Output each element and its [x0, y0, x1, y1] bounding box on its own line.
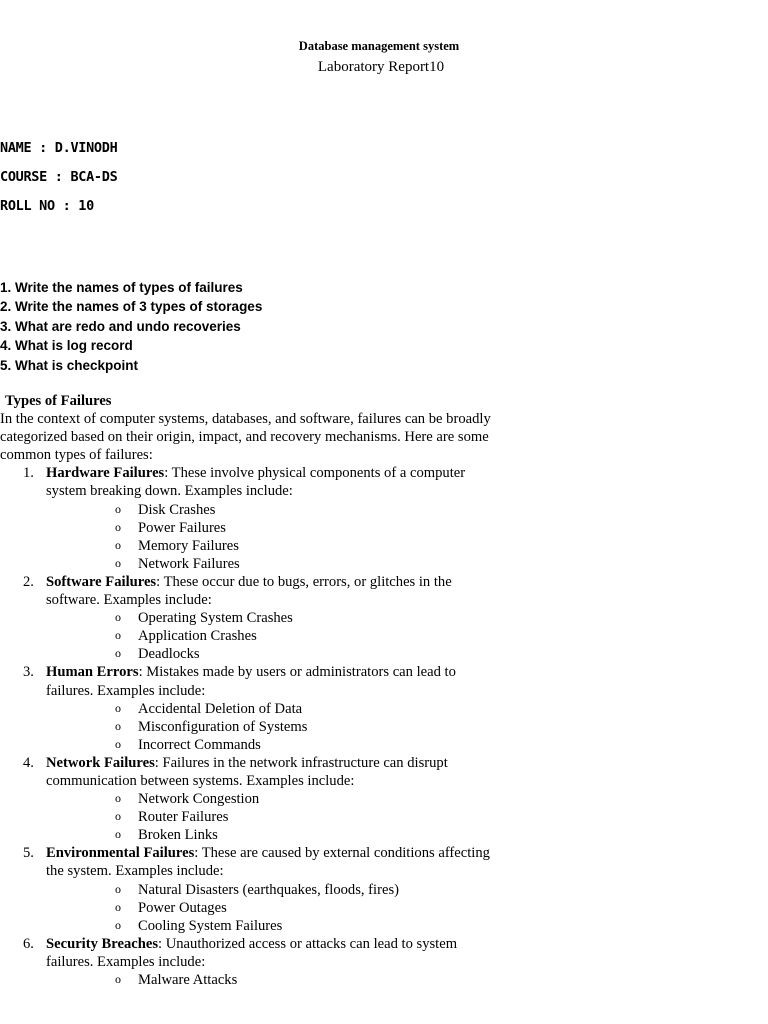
list-number: 1.	[23, 465, 34, 482]
failure-item-hardware	[0, 464, 500, 573]
question-item: 1. Write the names of types of failures	[0, 280, 243, 295]
question-item: 4. What is log record	[0, 338, 133, 354]
list-number: 4.	[23, 754, 34, 771]
failure-list	[0, 464, 500, 989]
student-name: NAME : D.VINODH	[0, 140, 118, 156]
example-item: o Natural Disasters (earthquakes, floods, fires)	[46, 881, 500, 899]
failure-description: : These occur due to bugs, errors, or glitches in the software. Examples include:	[46, 573, 452, 609]
example-list	[46, 881, 500, 935]
example-item: o Deadlocks	[46, 645, 500, 663]
question-item: 2. Write the names of 3 types of storages	[0, 299, 263, 315]
document-title: Laboratory Report10	[317, 59, 445, 75]
failure-name: Hardware Failures	[46, 465, 165, 482]
failure-item-security	[0, 935, 500, 989]
example-item: o Accidental Deletion of Data	[46, 700, 500, 718]
question-list	[0, 278, 262, 375]
failure-description: : These are caused by external conditions affecting the system. Examples include:	[46, 845, 490, 880]
failure-name: Security Breaches	[46, 935, 158, 952]
failure-item-environmental	[0, 844, 500, 934]
student-course: COURSE : BCA-DS	[0, 169, 118, 185]
example-list	[46, 501, 500, 573]
student-roll: ROLL NO : 10	[0, 198, 94, 214]
list-number: 6.	[23, 935, 34, 952]
document-subject: Database management system	[298, 39, 460, 53]
example-item: o Misconfiguration of Systems	[46, 718, 500, 736]
failure-name: Human Errors	[46, 664, 139, 681]
example-item: o Network Congestion	[46, 790, 500, 808]
example-item: o Broken Links	[46, 826, 500, 844]
failure-item-human	[0, 663, 500, 753]
failure-item-network	[0, 754, 500, 844]
section-heading: Types of Failures	[5, 393, 112, 409]
failure-item-software	[0, 573, 500, 663]
example-list	[46, 609, 500, 663]
failure-description: : These involve physical components of a computer system breaking down. Examples include:	[46, 465, 466, 500]
failure-name: Network Failures	[46, 754, 155, 771]
example-item: o Operating System Crashes	[46, 609, 500, 627]
failure-description: : Failures in the network infrastructure can disrupt communication between systems. Examples include:	[46, 754, 448, 789]
example-list	[46, 700, 500, 754]
failure-name: Software Failures	[46, 573, 157, 590]
example-item: o Application Crashes	[46, 627, 500, 645]
section-intro: In the context of computer systems, databases, and software, failures can be broadly categorized based on their origin, impact, and recovery mechanisms. Here are some common types of failures:	[0, 411, 491, 464]
example-item: o Disk Crashes	[46, 501, 500, 519]
example-item: o Cooling System Failures	[46, 917, 500, 935]
example-item: o Incorrect Commands	[46, 736, 500, 754]
question-item: 5. What is checkpoint	[0, 357, 139, 373]
example-item: o Power Failures	[46, 519, 500, 537]
example-item: o Network Failures	[46, 555, 500, 573]
question-item: 3. What are redo and undo recoveries	[0, 318, 241, 334]
example-item: o Power Outages	[46, 899, 500, 917]
answer-section	[0, 392, 500, 989]
example-list	[46, 971, 500, 989]
example-item: o Memory Failures	[46, 537, 500, 555]
example-item: o Malware Attacks	[46, 971, 500, 989]
list-number: 3.	[23, 664, 34, 681]
failure-description: : Mistakes made by users or administrators can lead to failures. Examples include:	[46, 664, 456, 699]
failure-name: Environmental Failures	[46, 845, 195, 862]
example-list	[46, 790, 500, 844]
list-number: 5.	[23, 845, 34, 862]
example-item: o Router Failures	[46, 808, 500, 826]
failure-description: : Unauthorized access or attacks can lead to system failures. Examples include:	[46, 935, 458, 970]
list-number: 2.	[23, 573, 34, 590]
